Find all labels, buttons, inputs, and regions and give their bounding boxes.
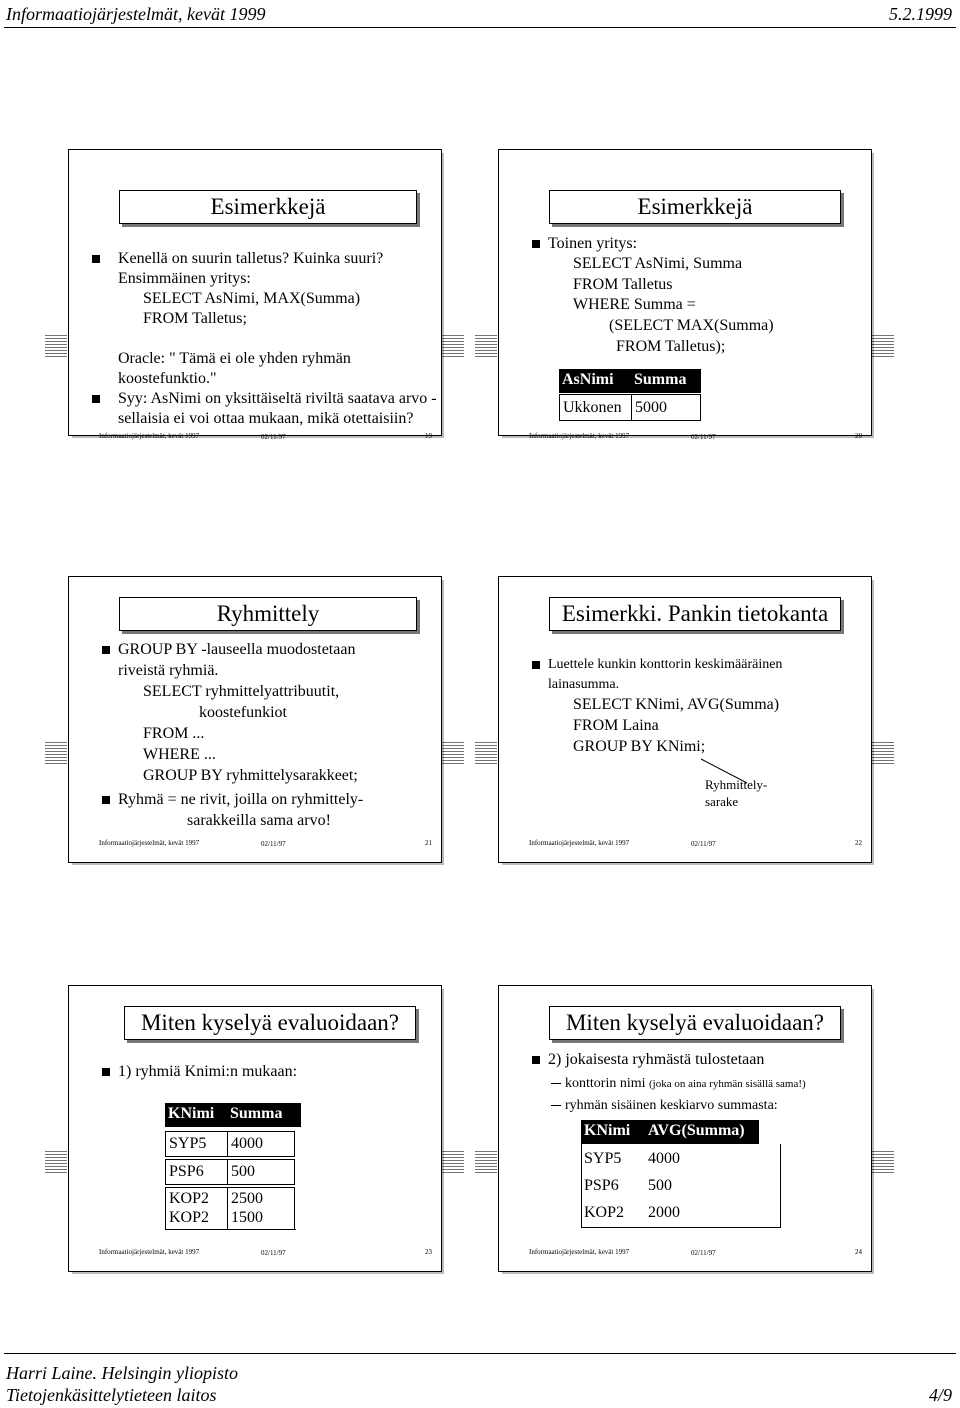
code-line: SELECT AsNimi, MAX(Summa) [143, 290, 361, 307]
table-cell: 2500 [227, 1187, 295, 1229]
bullet-icon [102, 1068, 110, 1076]
code-line: SELECT AsNimi, Summa [573, 255, 743, 272]
slide-edge-marker [45, 335, 67, 359]
annotation-label: sarake [705, 794, 739, 809]
slide-text: sarakkeilla sama arvo! [187, 812, 331, 829]
slide-text: Toinen yritys: [548, 235, 638, 252]
table-cell: PSP6 [584, 1177, 619, 1194]
table-cell: KOP2 [165, 1187, 228, 1229]
table-cell: PSP6 [165, 1159, 228, 1185]
table-header: Summa [227, 1103, 301, 1127]
slide-20 [498, 149, 872, 441]
slide-23 [68, 985, 442, 1272]
slide-footer-date: 02/11/97 [261, 433, 286, 441]
slide-text: Oracle: " Tämä ei ole yhden ryhmän [118, 350, 351, 367]
table-bottom-border [165, 1229, 296, 1230]
code-line: WHERE ... [143, 746, 216, 763]
slide-footer-course: Informaatiojärjestelmät, kevät 1997 [529, 839, 630, 847]
code-line: FROM ... [143, 725, 205, 742]
bullet-icon [92, 395, 100, 403]
table-cell: SYP5 [584, 1150, 622, 1167]
code-line: GROUP BY KNimi; [573, 738, 706, 755]
dash-bullet-icon [551, 1083, 561, 1084]
sub-item-text: konttorin nimi [565, 1076, 649, 1091]
slide-title: Miten kyselyä evaluoidaan? [549, 1006, 841, 1040]
table-header: AVG(Summa) [645, 1120, 759, 1144]
slide-19 [68, 149, 442, 441]
bullet-icon [532, 661, 540, 669]
footer-author: Harri Laine. Helsingin yliopisto [6, 1363, 239, 1383]
table-cell: Ukkonen [559, 394, 632, 421]
slide-text: Luettele kunkin konttorin keskimääräinen [548, 657, 783, 672]
slide-text: riveistä ryhmiä. [118, 662, 219, 679]
slide-title: Esimerkkejä [549, 190, 841, 224]
slide-footer-course: Informaatiojärjestelmät, kevät 1997 [529, 432, 630, 440]
slide-footer-date: 02/11/97 [261, 840, 286, 848]
header-divider [4, 27, 956, 28]
slide-number: 21 [425, 839, 432, 847]
slide-edge-marker [442, 335, 464, 359]
code-line: FROM Talletus); [616, 338, 726, 355]
slide-footer-date: 02/11/97 [691, 1249, 716, 1257]
annotation-label: Ryhmittely- [705, 777, 768, 792]
slide-text: Ryhmä = ne rivit, joilla on ryhmittely- [118, 791, 364, 808]
slide-text: koostefunktio." [118, 370, 217, 387]
slide-text: lainasumma. [548, 677, 620, 692]
slide-edge-marker [475, 742, 497, 766]
footer-divider [4, 1353, 956, 1354]
slide-footer-date: 02/11/97 [261, 1249, 286, 1257]
slide-text: Syy: AsNimi on yksittäiseltä riviltä saatava arvo - [118, 390, 437, 407]
bullet-icon [102, 646, 110, 654]
slide-footer-date: 02/11/97 [691, 840, 716, 848]
slide-21 [68, 576, 442, 863]
slide-title: Miten kyselyä evaluoidaan? [124, 1006, 416, 1040]
slide-text [565, 1074, 806, 1094]
bullet-icon [532, 1056, 540, 1064]
slide-edge-marker [45, 742, 67, 766]
slide-number: 23 [425, 1248, 432, 1256]
slide-number: 19 [425, 432, 432, 440]
slide-number: 20 [855, 432, 862, 440]
slide-footer-course: Informaatiojärjestelmät, kevät 1997 [99, 839, 200, 847]
slide-edge-marker [872, 1151, 894, 1175]
code-line: SELECT ryhmittelyattribuutit, [143, 683, 340, 700]
table-header: Summa [631, 369, 701, 393]
slide-edge-marker [442, 742, 464, 766]
table-header: KNimi [165, 1103, 227, 1127]
page-header-date: 5.2.1999 [889, 4, 952, 24]
table-cell: 1500 [231, 1209, 263, 1226]
table-cell: 5000 [631, 394, 701, 421]
table-header: KNimi [581, 1120, 645, 1144]
code-line: koostefunkiot [199, 704, 287, 721]
slide-text: GROUP BY -lauseella muodostetaan [118, 641, 356, 658]
bullet-icon [532, 240, 540, 248]
slide-edge-marker [475, 1151, 497, 1175]
slide-number: 22 [855, 839, 862, 847]
slide-edge-marker [872, 742, 894, 766]
table-header: AsNimi [559, 369, 631, 393]
table-cell: KOP2 [169, 1209, 210, 1226]
code-line: FROM Talletus; [143, 310, 247, 327]
page-header-title: Informaatiojärjestelmät, kevät 1999 [6, 4, 266, 24]
bullet-icon [102, 796, 110, 804]
slide-text: Kenellä on suurin talletus? Kuinka suuri? [118, 250, 384, 267]
slide-edge-marker [45, 1151, 67, 1175]
slide-footer-course: Informaatiojärjestelmät, kevät 1997 [99, 1248, 200, 1256]
table-cell: 2000 [648, 1204, 680, 1221]
dash-bullet-icon [551, 1105, 561, 1106]
table-cell: 4000 [227, 1131, 295, 1157]
annotation-pointer [699, 757, 759, 787]
table-frame [581, 1144, 781, 1228]
slide-22 [498, 576, 872, 863]
code-line: FROM Talletus [573, 276, 673, 293]
footer-department: Tietojenkäsittelytieteen laitos [6, 1385, 217, 1405]
code-line: SELECT KNimi, AVG(Summa) [573, 696, 780, 713]
table-cell: SYP5 [165, 1131, 228, 1157]
bullet-icon [92, 255, 100, 263]
slide-edge-marker [872, 335, 894, 359]
slide-edge-marker [442, 1151, 464, 1175]
slide-text: sellaisia ei voi ottaa mukaan, mikä otettaisiin? [118, 410, 414, 427]
slide-number: 24 [855, 1248, 862, 1256]
slide-title: Esimerkki. Pankin tietokanta [549, 597, 841, 631]
slide-24 [498, 985, 872, 1272]
page-number: 4/9 [928, 1385, 952, 1405]
code-line: (SELECT MAX(Summa) [609, 317, 774, 334]
table-cell: KOP2 [584, 1204, 625, 1221]
table-cell: 4000 [648, 1150, 680, 1167]
slide-footer-course: Informaatiojärjestelmät, kevät 1997 [529, 1248, 630, 1256]
slide-title: Esimerkkejä [119, 190, 417, 224]
code-line: GROUP BY ryhmittelysarakkeet; [143, 767, 358, 784]
slide-text: Ensimmäinen yritys: [118, 270, 251, 287]
code-line: WHERE Summa = [573, 296, 696, 313]
slide-text: 1) ryhmiä Knimi:n mukaan: [118, 1063, 298, 1080]
sub-item-note: (joka on aina ryhmän sisällä sama!) [649, 1078, 806, 1090]
slide-text: 2) jokaisesta ryhmästä tulostetaan [548, 1051, 765, 1068]
table-cell: 500 [648, 1177, 672, 1194]
slide-edge-marker [475, 335, 497, 359]
slide-footer-date: 02/11/97 [691, 433, 716, 441]
table-cell: 500 [227, 1159, 295, 1185]
slide-title: Ryhmittely [119, 597, 417, 631]
slide-text: ryhmän sisäinen keskiarvo summasta: [565, 1098, 778, 1113]
slide-footer-course: Informaatiojärjestelmät, kevät 1997 [99, 432, 200, 440]
code-line: FROM Laina [573, 717, 659, 734]
